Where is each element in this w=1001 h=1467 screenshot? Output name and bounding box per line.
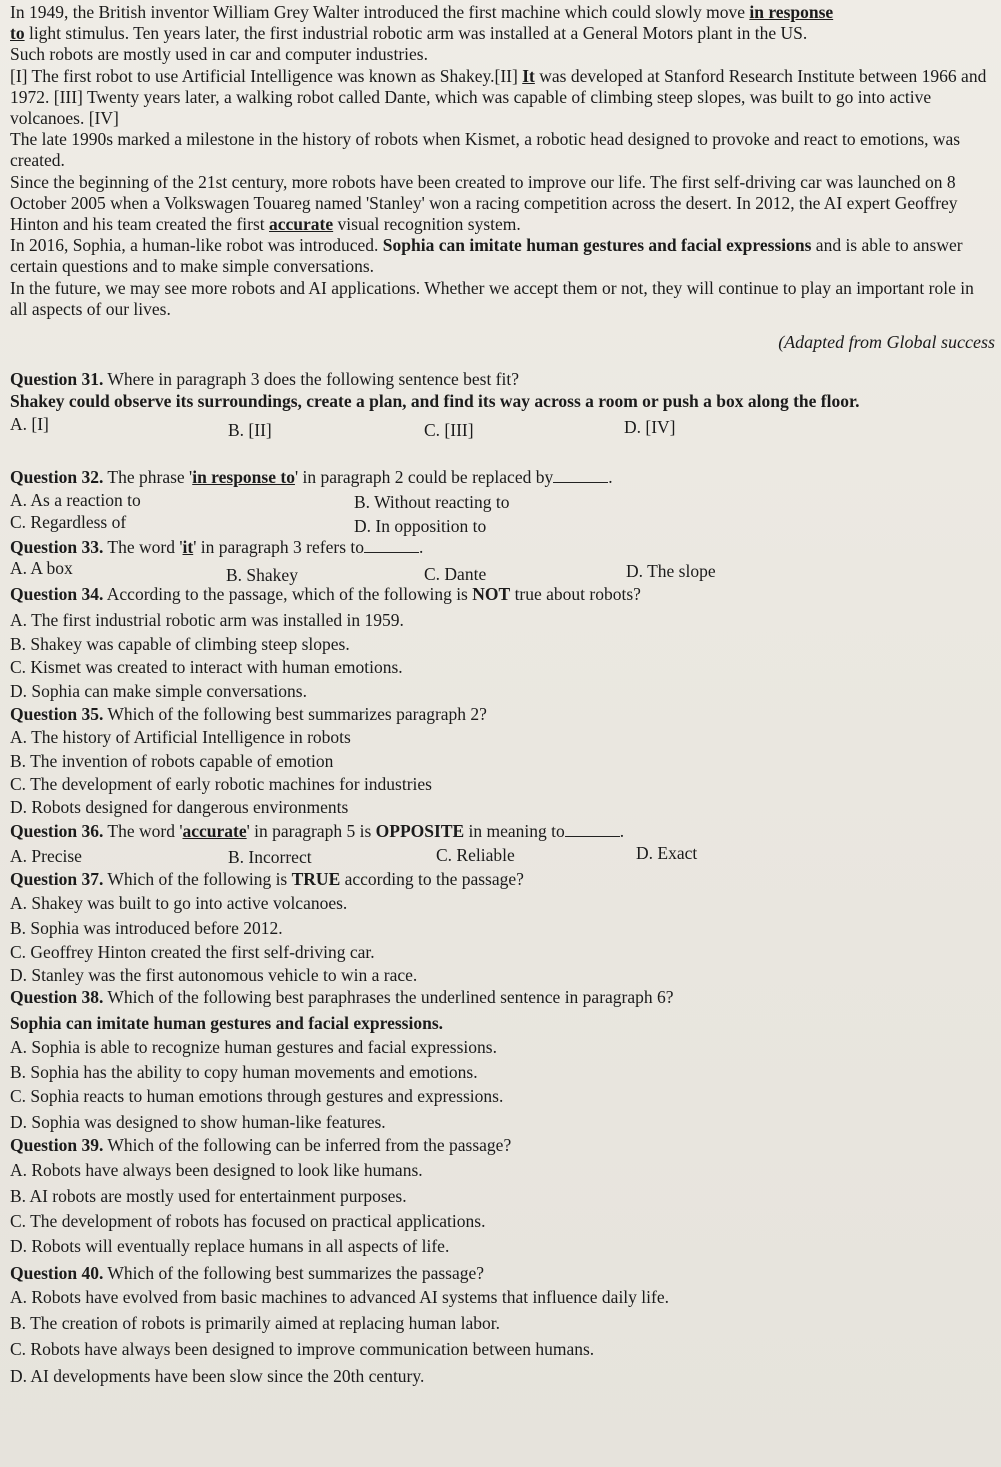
question-34: Question 34. According to the passage, which of the following is NOT true about robots? xyxy=(10,584,641,604)
option-37-a[interactable]: A. Shakey was built to go into active volcanoes. xyxy=(10,893,348,913)
option-38-a[interactable]: A. Sophia is able to recognize human gestures and facial expressions. xyxy=(10,1037,497,1057)
question-sentence: Shakey could observe its surroundings, create a plan, and find its way across a room or push a box along the floor. xyxy=(10,391,860,411)
option-36-c[interactable]: C. Reliable xyxy=(436,845,515,865)
option-35-a[interactable]: A. The history of Artificial Intelligence in robots xyxy=(10,727,351,747)
option-39-d[interactable]: D. Robots will eventually replace humans in all aspects of life. xyxy=(10,1236,450,1256)
question-38: Question 38. Which of the following best paraphrases the underlined sentence in paragraph 6? xyxy=(10,987,674,1007)
option-38-c[interactable]: C. Sophia reacts to human emotions through gestures and expressions. xyxy=(10,1086,504,1106)
option-37-c[interactable]: C. Geoffrey Hinton created the first self-driving car. xyxy=(10,942,375,962)
option-38-b[interactable]: B. Sophia has the ability to copy human movements and emotions. xyxy=(10,1062,478,1082)
option-31-b[interactable]: B. [II] xyxy=(228,420,272,440)
option-39-a[interactable]: A. Robots have always been designed to look like humans. xyxy=(10,1160,423,1180)
option-35-d[interactable]: D. Robots designed for dangerous environments xyxy=(10,797,349,817)
question-31 xyxy=(10,368,985,412)
question-40: Question 40. Which of the following best summarizes the passage? xyxy=(10,1263,485,1283)
option-32-d[interactable]: D. In opposition to xyxy=(354,516,487,536)
question-38-sentence: Sophia can imitate human gestures and facial expressions. xyxy=(10,1013,444,1033)
option-31-c[interactable]: C. [III] xyxy=(424,420,474,440)
option-33-d[interactable]: D. The slope xyxy=(626,561,716,581)
option-34-d[interactable]: D. Sophia can make simple conversations. xyxy=(10,681,307,701)
option-31-a[interactable]: A. [I] xyxy=(10,414,49,434)
option-32-c[interactable]: C. Regardless of xyxy=(10,512,127,532)
option-31-d[interactable]: D. [IV] xyxy=(624,417,676,437)
question-label: Question 31. xyxy=(10,369,104,389)
option-35-b[interactable]: B. The invention of robots capable of emotion xyxy=(10,751,334,771)
paragraph-6: In the future, we may see more robots and AI applications. Whether we accept them or not, they will continue to play an important role in all aspects of our lives. xyxy=(10,277,974,319)
option-36-a[interactable]: A. Precise xyxy=(10,846,82,866)
option-33-b[interactable]: B. Shakey xyxy=(226,565,298,585)
option-36-d[interactable]: D. Exact xyxy=(636,843,698,863)
answer-blank[interactable] xyxy=(553,468,608,483)
option-39-b[interactable]: B. AI robots are mostly used for entertainment purposes. xyxy=(10,1186,407,1206)
question-32: Question 32. The phrase 'in response to' in paragraph 2 could be replaced by . xyxy=(10,467,613,487)
question-37: Question 37. Which of the following is TRUE according to the passage? xyxy=(10,869,524,889)
option-36-b[interactable]: B. Incorrect xyxy=(228,847,312,867)
option-40-b[interactable]: B. The creation of robots is primarily aimed at replacing human labor. xyxy=(10,1313,501,1333)
option-34-a[interactable]: A. The first industrial robotic arm was installed in 1959. xyxy=(10,610,404,630)
paragraph-2: [I] The first robot to use Artificial Intelligence was known as Shakey.[II] It was developed at Stanford Research Institute between 1966 and 1972. [III] Twenty years later, a walking robot called Dante, which was capable of climbing steep slopes, was built to go into active volcanoes. [IV] xyxy=(10,65,987,129)
option-38-d[interactable]: D. Sophia was designed to show human-like features. xyxy=(10,1112,386,1132)
option-40-a[interactable]: A. Robots have evolved from basic machines to advanced AI systems that influence daily life. xyxy=(10,1287,669,1307)
option-35-c[interactable]: C. The development of early robotic machines for industries xyxy=(10,774,432,794)
reading-passage xyxy=(10,2,995,320)
answer-blank[interactable] xyxy=(565,822,620,837)
answer-blank[interactable] xyxy=(364,538,419,553)
option-32-a[interactable]: A. As a reaction to xyxy=(10,490,141,510)
question-33: Question 33. The word 'it' in paragraph 3 refers to . xyxy=(10,537,424,557)
option-33-a[interactable]: A. A box xyxy=(10,558,73,578)
option-32-b[interactable]: B. Without reacting to xyxy=(354,492,510,512)
option-39-c[interactable]: C. The development of robots has focused on practical applications. xyxy=(10,1211,486,1231)
option-37-d[interactable]: D. Stanley was the first autonomous vehicle to win a race. xyxy=(10,965,418,985)
option-34-c[interactable]: C. Kismet was created to interact with human emotions. xyxy=(10,657,403,677)
option-40-c[interactable]: C. Robots have always been designed to improve communication between humans. xyxy=(10,1339,595,1359)
question-39: Question 39. Which of the following can be inferred from the passage? xyxy=(10,1135,512,1155)
paragraph-3: The late 1990s marked a milestone in the history of robots when Kismet, a robotic head designed to provoke and react to emotions, was created. xyxy=(10,129,961,171)
option-40-d[interactable]: D. AI developments have been slow since the 20th century. xyxy=(10,1366,425,1386)
question-stem: Where in paragraph 3 does the following sentence best fit? xyxy=(103,369,520,389)
source-credit: (Adapted from Global success xyxy=(778,332,995,352)
question-35: Question 35. Which of the following best summarizes paragraph 2? xyxy=(10,704,487,724)
paragraph-4: Since the beginning of the 21st century, more robots have been created to improve our life. The first self-driving car was launched on 8 October 2005 when a Volkswagen Touareg named 'Stanley' won a racing competition across the desert. In 2012, the AI expert Geoffrey Hinton and his team created the first accurate visual recognition system. xyxy=(10,171,958,235)
paragraph-1: In 1949, the British inventor William Grey Walter introduced the first machine which could slowly move in response to light stimulus. Ten years later, the first industrial robotic arm was installed at a General Motors plant in the US. Such robots are mostly used in car and computer industries. xyxy=(10,2,834,65)
paragraph-5: In 2016, Sophia, a human-like robot was introduced. Sophia can imitate human gestures and facial expressions and is able to answer certain questions and to make simple conversations. xyxy=(10,235,963,277)
question-36: Question 36. The word 'accurate' in paragraph 5 is OPPOSITE in meaning to . xyxy=(10,821,625,841)
option-33-c[interactable]: C. Dante xyxy=(424,564,487,584)
option-34-b[interactable]: B. Shakey was capable of climbing steep slopes. xyxy=(10,634,350,654)
option-37-b[interactable]: B. Sophia was introduced before 2012. xyxy=(10,918,283,938)
